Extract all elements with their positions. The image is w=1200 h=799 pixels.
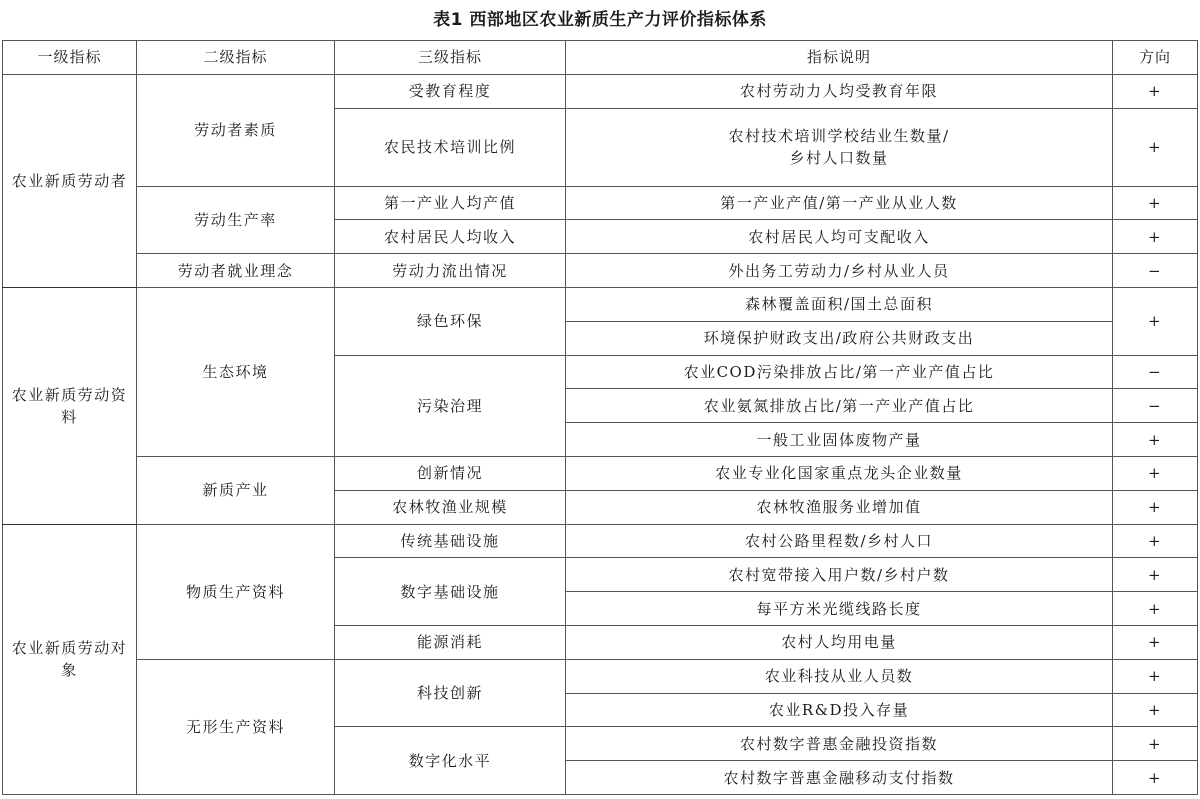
desc-line: 乡村人口数量 xyxy=(789,149,889,168)
header-cell: 三级指标 xyxy=(335,41,566,75)
table-title: 表1 西部地区农业新质生产力评价指标体系 xyxy=(433,10,767,30)
desc-cell: 农村宽带接入用户数/乡村户数 xyxy=(566,558,1113,592)
table-row xyxy=(3,524,1198,558)
direction-cell: + xyxy=(1113,761,1198,795)
table-row xyxy=(3,456,1198,490)
direction-cell: + xyxy=(1113,524,1198,558)
level3-cell: 受教育程度 xyxy=(335,74,566,108)
desc-cell: 农村公路里程数/乡村人口 xyxy=(566,524,1113,558)
desc-cell: 农业COD污染排放占比/第一产业产值占比 xyxy=(566,355,1113,389)
level2-cell: 劳动生产率 xyxy=(137,186,335,254)
desc-cell: 农村人均用电量 xyxy=(566,625,1113,659)
level3-cell: 能源消耗 xyxy=(335,625,566,659)
desc-cell: 一般工业固体废物产量 xyxy=(566,423,1113,457)
level3-cell: 污染治理 xyxy=(335,355,566,456)
table-row xyxy=(3,74,1198,108)
direction-cell: + xyxy=(1113,727,1198,761)
desc-cell: 农村数字普惠金融移动支付指数 xyxy=(566,761,1113,795)
header-cell: 二级指标 xyxy=(137,41,335,75)
level3-cell: 第一产业人均产值 xyxy=(335,186,566,220)
level3-cell: 农民技术培训比例 xyxy=(335,108,566,186)
level2-cell: 劳动者素质 xyxy=(137,74,335,186)
desc-cell: 第一产业产值/第一产业从业人数 xyxy=(566,186,1113,220)
direction-cell: − xyxy=(1113,389,1198,423)
desc-cell xyxy=(566,108,1113,186)
desc-cell: 环境保护财政支出/政府公共财政支出 xyxy=(566,321,1113,355)
level1-cell: 农业新质劳动资料 xyxy=(3,287,137,524)
level3-cell: 劳动力流出情况 xyxy=(335,254,566,288)
direction-cell: + xyxy=(1113,558,1198,592)
header-row xyxy=(3,41,1198,75)
header-cell: 方向 xyxy=(1113,41,1198,75)
level3-cell: 传统基础设施 xyxy=(335,524,566,558)
direction-cell: − xyxy=(1113,254,1198,288)
direction-cell: + xyxy=(1113,108,1198,186)
direction-cell: + xyxy=(1113,287,1198,355)
desc-cell: 农村数字普惠金融投资指数 xyxy=(566,727,1113,761)
table-row xyxy=(3,186,1198,220)
level2-cell: 新质产业 xyxy=(137,456,335,524)
level3-cell: 农村居民人均收入 xyxy=(335,220,566,254)
desc-line: 农村技术培训学校结业生数量/ xyxy=(728,127,950,146)
desc-cell: 每平方米光缆线路长度 xyxy=(566,592,1113,626)
direction-cell: + xyxy=(1113,186,1198,220)
indicator-table xyxy=(2,40,1198,795)
desc-cell: 农业专业化国家重点龙头企业数量 xyxy=(566,456,1113,490)
table-row xyxy=(3,254,1198,288)
table-row xyxy=(3,659,1198,693)
level2-cell: 无形生产资料 xyxy=(137,659,335,794)
level2-cell: 物质生产资料 xyxy=(137,524,335,659)
desc-cell: 农业R&D投入存量 xyxy=(566,693,1113,727)
header-cell: 指标说明 xyxy=(566,41,1113,75)
level3-cell: 数字基础设施 xyxy=(335,558,566,626)
direction-cell: + xyxy=(1113,456,1198,490)
direction-cell: + xyxy=(1113,659,1198,693)
desc-cell: 森林覆盖面积/国土总面积 xyxy=(566,287,1113,321)
desc-cell: 农村劳动力人均受教育年限 xyxy=(566,74,1113,108)
level1-cell: 农业新质劳动者 xyxy=(3,74,137,287)
header-cell: 一级指标 xyxy=(3,41,137,75)
direction-cell: + xyxy=(1113,220,1198,254)
level3-cell: 创新情况 xyxy=(335,456,566,490)
level3-cell: 数字化水平 xyxy=(335,727,566,795)
desc-cell: 农林牧渔服务业增加值 xyxy=(566,490,1113,524)
direction-cell: + xyxy=(1113,693,1198,727)
desc-cell: 农业氨氮排放占比/第一产业产值占比 xyxy=(566,389,1113,423)
level3-cell: 农林牧渔业规模 xyxy=(335,490,566,524)
table-row xyxy=(3,287,1198,321)
level3-cell: 绿色环保 xyxy=(335,287,566,355)
level2-cell: 劳动者就业理念 xyxy=(137,254,335,288)
direction-cell: − xyxy=(1113,355,1198,389)
desc-cell: 农业科技从业人员数 xyxy=(566,659,1113,693)
level1-cell: 农业新质劳动对象 xyxy=(3,524,137,794)
desc-cell: 外出务工劳动力/乡村从业人员 xyxy=(566,254,1113,288)
direction-cell: + xyxy=(1113,592,1198,626)
direction-cell: + xyxy=(1113,74,1198,108)
level3-cell: 科技创新 xyxy=(335,659,566,727)
level2-cell: 生态环境 xyxy=(137,287,335,456)
direction-cell: + xyxy=(1113,625,1198,659)
desc-cell: 农村居民人均可支配收入 xyxy=(566,220,1113,254)
direction-cell: + xyxy=(1113,490,1198,524)
direction-cell: + xyxy=(1113,423,1198,457)
